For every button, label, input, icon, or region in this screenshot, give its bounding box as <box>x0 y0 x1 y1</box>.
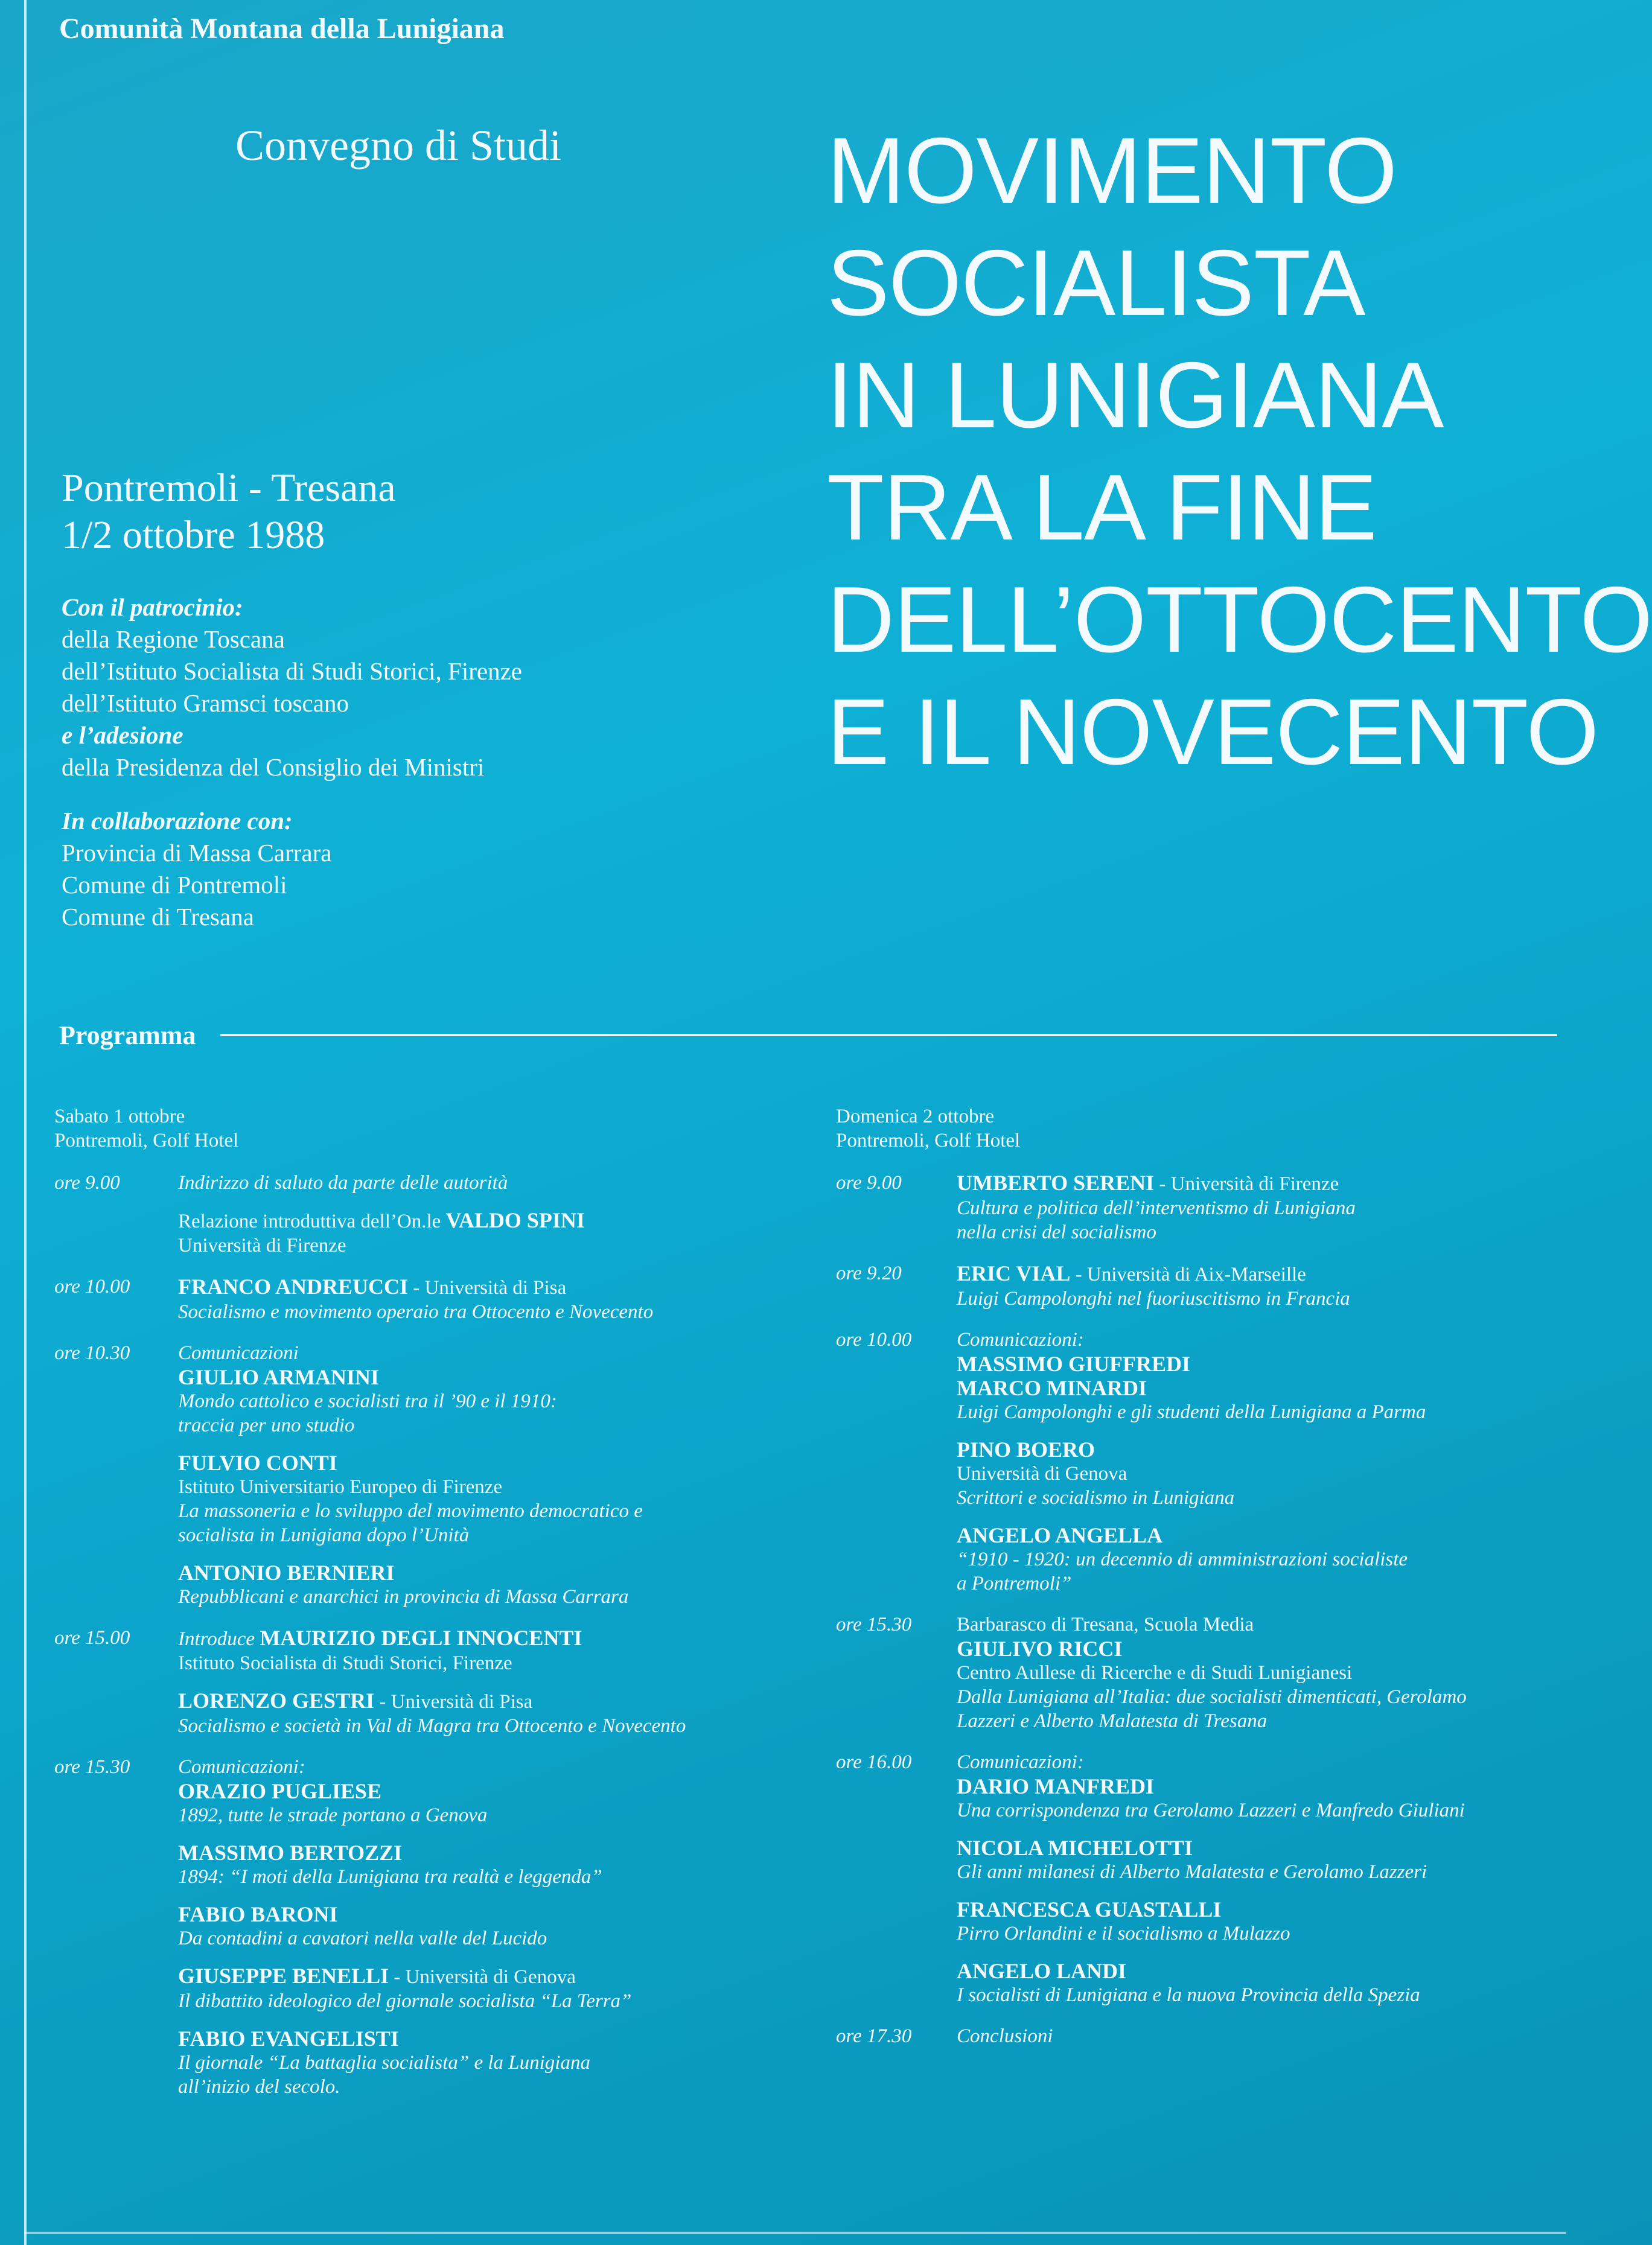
title-line: TRA LA FINE <box>827 455 1377 559</box>
speaker-affiliation: - Università di Pisa <box>374 1691 533 1713</box>
talk-topic: Mondo cattolico e socialisti tra il ’90 e il 1910: <box>178 1390 557 1412</box>
collab-item: Provincia di Massa Carrara <box>62 839 332 867</box>
speaker-name: VALDO SPINI <box>445 1208 585 1232</box>
talk-topic: Da contadini a cavatori nella valle del Lucido <box>178 1928 547 1949</box>
speaker-name: DARIO MANFREDI <box>957 1774 1154 1798</box>
speaker-name: GIUSEPPE BENELLI <box>178 1964 389 1988</box>
speaker-affiliation: Università di Firenze <box>178 1235 346 1256</box>
entry-time: ore 16.00 <box>836 1751 912 1773</box>
patronage-item: dell’Istituto Gramsci toscano <box>62 689 349 717</box>
entry-text: Indirizzo di saluto da parte delle autorità <box>178 1172 508 1194</box>
entry-text: Relazione introduttiva dell’On.le <box>178 1211 446 1232</box>
day-label: Domenica 2 ottobre <box>836 1106 995 1127</box>
speaker-name: ANTONIO BERNIERI <box>178 1561 395 1585</box>
convegno-label: Convegno di Studi <box>235 121 562 170</box>
entry-time: ore 9.00 <box>54 1172 120 1194</box>
talk-topic: La massoneria e lo sviluppo del movimento democratico e <box>178 1500 643 1522</box>
entry-time: ore 10.00 <box>836 1329 912 1351</box>
talk-topic: a Pontremoli” <box>957 1573 1072 1594</box>
poster-title <box>827 115 1652 788</box>
collab-item: Comune di Tresana <box>62 903 254 931</box>
event-date: 1/2 ottobre 1988 <box>62 513 325 557</box>
talk-topic: Scrittori e socialismo in Lunigiana <box>957 1487 1235 1509</box>
organization: Comunità Montana della Lunigiana <box>59 13 505 45</box>
entry-time: ore 9.20 <box>836 1263 902 1284</box>
program-entry <box>54 1341 809 1609</box>
title-line: E IL NOVECENTO <box>827 680 1598 784</box>
speaker-name: FABIO EVANGELISTI <box>178 2027 399 2051</box>
event-place: Pontremoli - Tresana <box>62 466 396 510</box>
talk-topic: socialista in Lunigiana dopo l’Unità <box>178 1524 470 1546</box>
speaker-affiliation: Università di Genova <box>957 1463 1127 1485</box>
talk-topic: I socialisti di Lunigiana e la nuova Provincia della Spezia <box>957 1984 1420 2006</box>
talk-topic: nella crisi del socialismo <box>957 1221 1156 1243</box>
talk-topic: 1894: “I moti della Lunigiana tra realtà e leggenda” <box>178 1866 602 1888</box>
left-border-line <box>24 0 27 2245</box>
speaker-name: FULVIO CONTI <box>178 1451 337 1475</box>
patronage-label: Con il patrocinio: <box>62 593 243 621</box>
speaker-name: GIULIO ARMANINI <box>178 1365 380 1389</box>
entry-text: Conclusioni <box>957 2025 1053 2047</box>
day-venue: Pontremoli, Golf Hotel <box>54 1130 239 1151</box>
talk-topic: Gli anni milanesi di Alberto Malatesta e Gerolamo Lazzeri <box>957 1861 1427 1883</box>
talk-topic: Repubblicani e anarchici in provincia di Massa Carrara <box>178 1586 629 1608</box>
entry-time: ore 10.00 <box>54 1276 130 1298</box>
speaker-affiliation: Istituto Socialista di Studi Storici, Firenze <box>178 1652 512 1674</box>
talk-topic: Luigi Campolonghi nel fuoriuscitismo in Francia <box>957 1288 1350 1310</box>
talk-topic: all’inizio del secolo. <box>178 2076 340 2098</box>
entry-text: Introduce <box>178 1628 260 1650</box>
patronage-block <box>62 591 522 933</box>
adhesion-item: della Presidenza del Consiglio dei Ministri <box>62 753 485 781</box>
talk-topic: “1910 - 1920: un decennio di amministrazioni socialiste <box>957 1549 1408 1570</box>
talk-topic: Il giornale “La battaglia socialista” e la Lunigiana <box>178 2052 590 2074</box>
talk-topic: Lazzeri e Alberto Malatesta di Tresana <box>957 1710 1268 1732</box>
program-entry <box>54 1171 809 1258</box>
entry-time: ore 15.30 <box>836 1614 912 1635</box>
talk-topic: Socialismo e società in Val di Magra tra Ottocento e Novecento <box>178 1715 686 1737</box>
session-venue: Barbarasco di Tresana, Scuola Media <box>957 1614 1254 1635</box>
patronage-item: dell’Istituto Socialista di Studi Storici, Firenze <box>62 657 522 685</box>
talk-topic: Socialismo e movimento operaio tra Ottocento e Novecento <box>178 1301 654 1323</box>
programma-rule <box>220 1034 1557 1036</box>
adhesion-label: e l’adesione <box>62 721 183 749</box>
speaker-affiliation: - Università di Pisa <box>408 1277 567 1299</box>
speaker-name: FRANCO ANDREUCCI <box>178 1275 409 1299</box>
program-entry <box>836 1613 1557 1733</box>
day-label: Sabato 1 ottobre <box>54 1106 185 1127</box>
talk-topic: Dalla Lunigiana all’Italia: due socialisti dimenticati, Gerolamo <box>957 1686 1467 1708</box>
bottom-border-line <box>24 2232 1566 2234</box>
speaker-affiliation: - Università di Aix-Marseille <box>1070 1264 1306 1285</box>
session-label: Comunicazioni <box>178 1342 299 1364</box>
program-entry <box>54 1626 809 1738</box>
day-header <box>54 1104 809 1153</box>
entry-time: ore 15.30 <box>54 1756 130 1778</box>
program-entry <box>836 1261 1557 1311</box>
session-label: Comunicazioni: <box>178 1756 305 1778</box>
speaker-name: ORAZIO PUGLIESE <box>178 1779 382 1803</box>
program-entry <box>836 1171 1557 1244</box>
talk-topic: Cultura e politica dell’interventismo di Lunigiana <box>957 1197 1356 1219</box>
speaker-name: LORENZO GESTRI <box>178 1689 375 1713</box>
title-line: SOCIALISTA <box>827 231 1365 335</box>
day-venue: Pontremoli, Golf Hotel <box>836 1130 1021 1151</box>
speaker-affiliation: - Università di Genova <box>389 1966 576 1988</box>
title-line: IN LUNIGIANA <box>827 343 1444 447</box>
speaker-name: PINO BOERO <box>957 1438 1095 1462</box>
entry-time: ore 10.30 <box>54 1342 130 1364</box>
session-label: Comunicazioni: <box>957 1751 1084 1773</box>
speaker-name: MASSIMO GIUFFREDI <box>957 1352 1191 1376</box>
speaker-name: GIULIVO RICCI <box>957 1637 1123 1661</box>
programma-heading: Programma <box>59 1021 196 1050</box>
saturday-column <box>54 1104 809 2116</box>
title-line: MOVIMENTO <box>827 118 1397 223</box>
talk-topic: Pirro Orlandini e il socialismo a Mulazzo <box>957 1923 1290 1944</box>
talk-topic: traccia per uno studio <box>178 1415 355 1436</box>
program-entry <box>54 1755 809 2099</box>
talk-topic: Una corrispondenza tra Gerolamo Lazzeri e Manfredo Giuliani <box>957 1800 1465 1821</box>
program-entry <box>836 2024 1557 2048</box>
speaker-affiliation: Centro Aullese di Ricerche e di Studi Lunigianesi <box>957 1662 1353 1684</box>
speaker-name: MAURIZIO DEGLI INNOCENTI <box>260 1626 582 1650</box>
collab-label: In collaborazione con: <box>62 807 293 835</box>
speaker-name: MASSIMO BERTOZZI <box>178 1841 403 1865</box>
sunday-column <box>836 1104 1557 2065</box>
speaker-name: NICOLA MICHELOTTI <box>957 1836 1193 1860</box>
speaker-affiliation: - Università di Firenze <box>1154 1173 1339 1195</box>
talk-topic: Luigi Campolonghi e gli studenti della Lunigiana a Parma <box>957 1401 1426 1423</box>
program-entry <box>54 1275 809 1324</box>
speaker-name: ERIC VIAL <box>957 1261 1071 1285</box>
speaker-name: ANGELO LANDI <box>957 1959 1127 1983</box>
speaker-name: MARCO MINARDI <box>957 1376 1147 1400</box>
session-label: Comunicazioni: <box>957 1329 1084 1351</box>
entry-time: ore 15.00 <box>54 1627 130 1649</box>
entry-time: ore 9.00 <box>836 1172 902 1194</box>
patronage-item: della Regione Toscana <box>62 625 285 653</box>
program-entry <box>836 1750 1557 2007</box>
speaker-name: FRANCESCA GUASTALLI <box>957 1897 1222 1922</box>
talk-topic: Il dibattito ideologico del giornale socialista “La Terra” <box>178 1990 632 2012</box>
speaker-name: UMBERTO SERENI <box>957 1171 1155 1195</box>
speaker-affiliation: Istituto Universitario Europeo di Firenze <box>178 1476 503 1498</box>
title-line: DELL’OTTOCENTO <box>827 567 1652 672</box>
talk-topic: 1892, tutte le strade portano a Genova <box>178 1804 488 1826</box>
program-entry <box>836 1328 1557 1596</box>
speaker-name: ANGELO ANGELLA <box>957 1523 1163 1547</box>
collab-item: Comune di Pontremoli <box>62 871 287 899</box>
day-header <box>836 1104 1557 1153</box>
speaker-name: FABIO BARONI <box>178 1902 338 1926</box>
entry-time: ore 17.30 <box>836 2025 912 2047</box>
event-place-date <box>62 465 396 559</box>
